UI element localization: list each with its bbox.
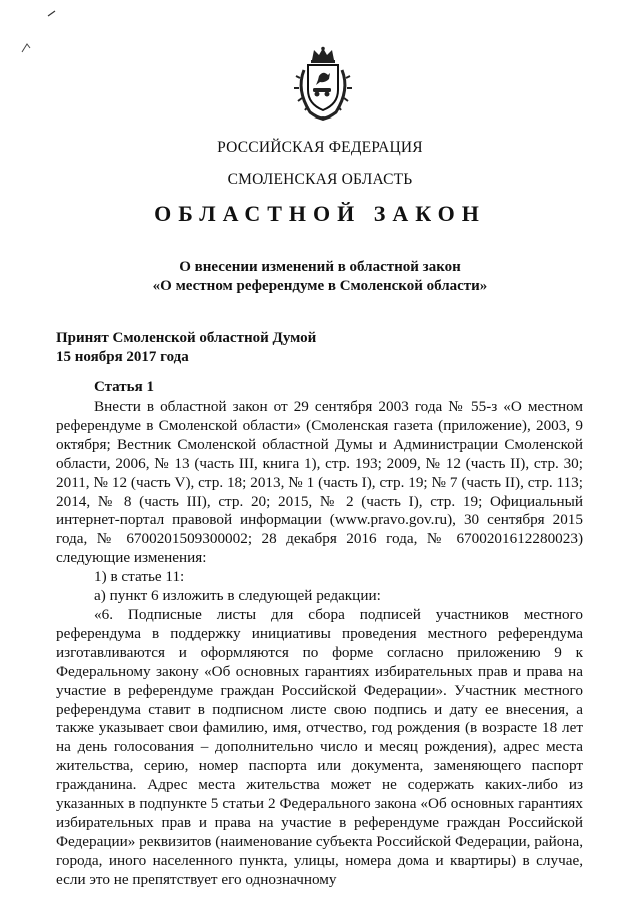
list-item-1: 1) в статье 11: [94, 568, 185, 586]
law-subject [0, 258, 640, 296]
article-intro-paragraph: Внести в областной закон от 29 сентября 2003 года № 55-з «О местном референдуме в Смоленской области» (Смоленская газета (приложение), 2003, 9 октября; Вестник Смоленской областной Думы и Администрации Смоленской области, 2006, № 13 (часть III, книга 1), стр. 193; 2009, № 12 (часть II), стр. 30; 2011, № 12 (часть V), стр. 18; 2013, № 1 (часть I), стр. 19; № 7 (часть II), стр. 113; 2014, № 8 (часть III), стр. 20; 2015, № 2 (часть I), стр. 19; Официальный интернет-портал правовой информации (www.pravo.gov.ru), 30 сентября 2015 года, № 6700201509300002; 28 декабря 2016 года, № 6700201612280023) следующие изменения: [56, 398, 583, 567]
adoption-date: 15 ноября 2017 года [56, 349, 189, 365]
adoption-block [56, 329, 316, 367]
article-title: Статья 1 [94, 379, 154, 395]
pen-mark [18, 8, 58, 58]
country-heading: РОССИЙСКАЯ ФЕДЕРАЦИЯ [217, 139, 423, 156]
article-body [56, 398, 583, 890]
adoption-body: Принят Смоленской областной Думой [56, 330, 317, 346]
law-subject-line-1: О внесении изменений в областной закон [179, 259, 461, 275]
coat-of-arms-emblem [292, 46, 354, 122]
region-heading: СМОЛЕНСКАЯ ОБЛАСТЬ [227, 171, 413, 188]
list-item-a: а) пункт 6 изложить в следующей редакции: [94, 587, 381, 605]
document-type-title: ОБЛАСТНОЙ ЗАКОН [154, 201, 486, 226]
law-subject-line-2: «О местном референдуме в Смоленской области» [152, 278, 488, 294]
quoted-amendment-paragraph: «6. Подписные листы для сбора подписей участников местного референдума в поддержку инициативы проведения местного референдума изготавливаются и оформляются по форме согласно приложению 9 к Федеральному закону «Об основных гарантиях избирательных прав и права на участие в референдуме граждан Российской Федерации». Участник местного референдума ставит в подписном листе свою подпись и дату ее внесения, а также указывает свои фамилию, имя, отчество, год рождения (в возрасте 18 лет на день голосования – дополнительно число и месяц рождения), адрес места жительства, серию, номер паспорта или документа, заменяющего паспорт гражданина. Адрес места жительства может не содержать каких-либо из указанных в подпункте 5 статьи 2 Федерального закона «Об основных гарантиях избирательных прав и права на участие в референдуме граждан Российской Федерации» реквизитов (наименование субъекта Российской Федерации, района, города, иного населенного пункта, улицы, номера дома и квартиры) в случае, если это не препятствует его однозначному [56, 605, 583, 888]
